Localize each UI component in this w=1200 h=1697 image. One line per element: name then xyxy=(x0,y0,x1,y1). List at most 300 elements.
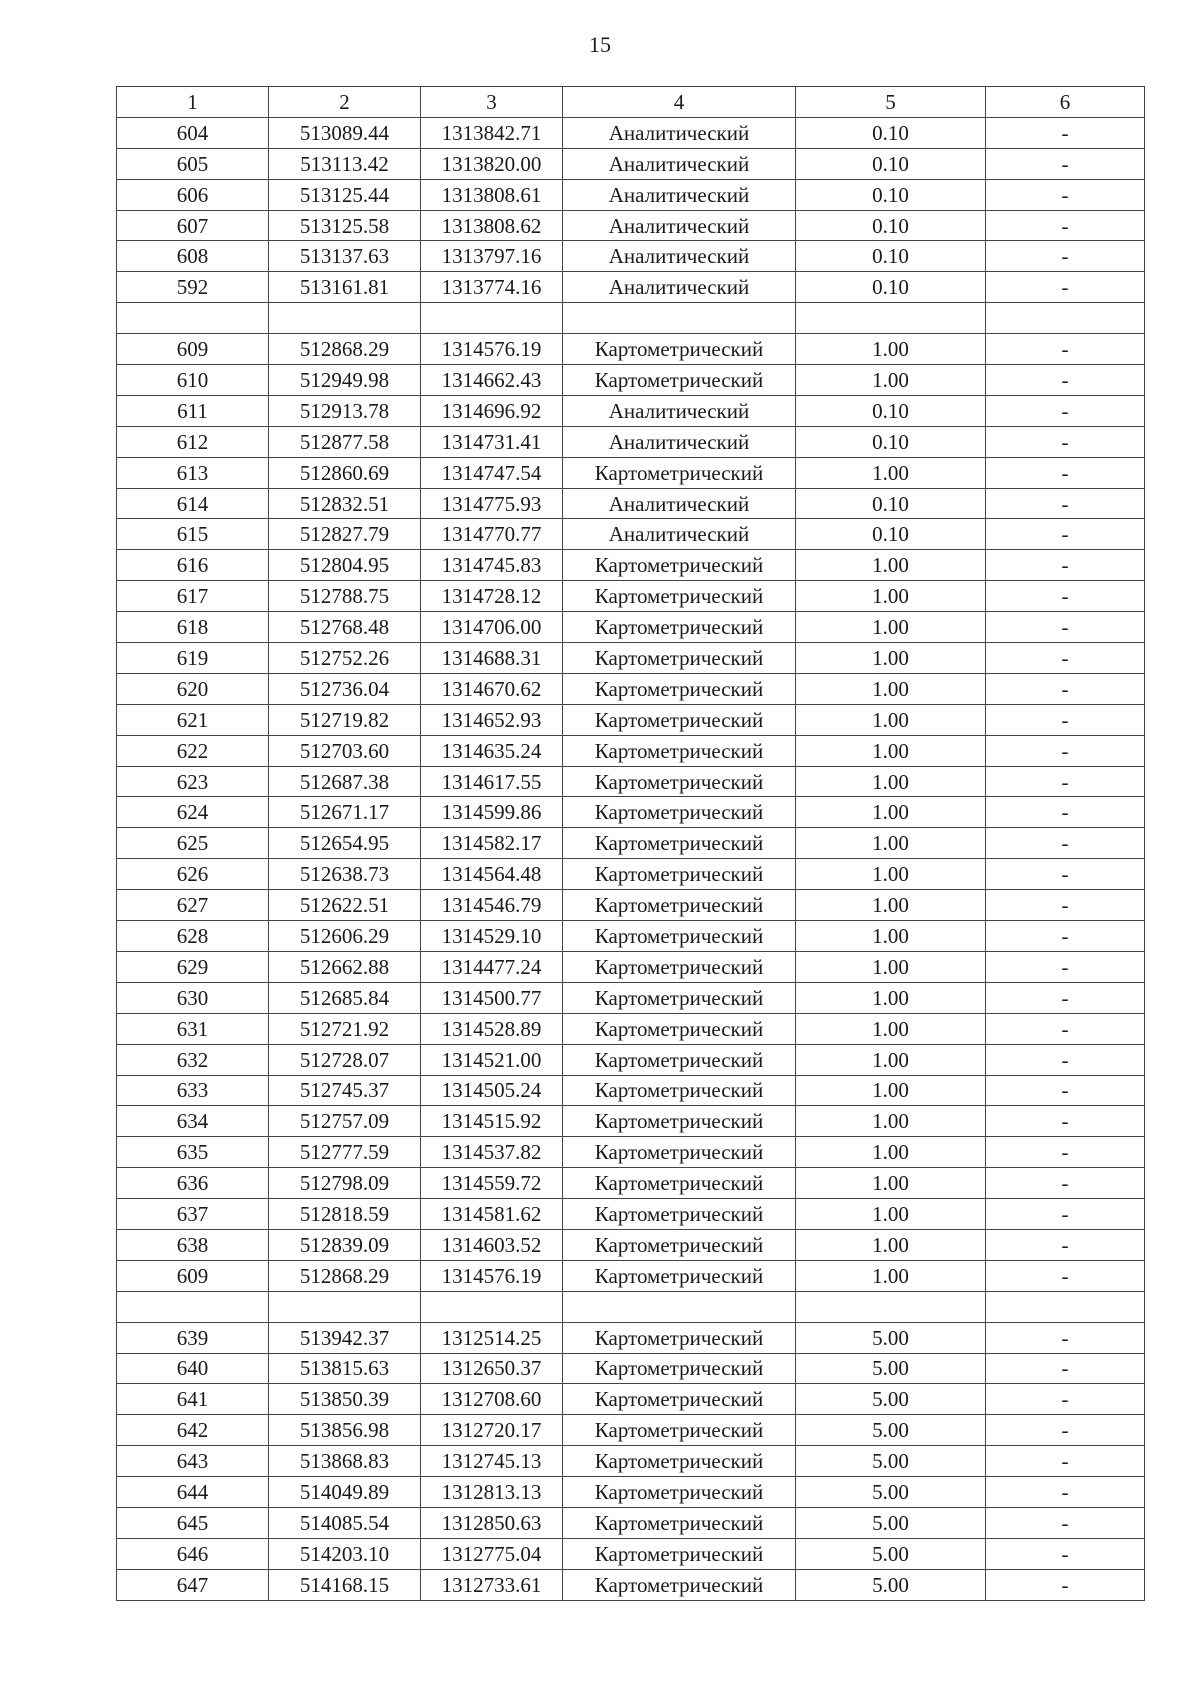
note-cell: - xyxy=(986,488,1145,519)
table-row xyxy=(117,148,1145,179)
note-cell: - xyxy=(986,735,1145,766)
point-number-cell: 630 xyxy=(117,982,269,1013)
y-coordinate-cell: 1314576.19 xyxy=(421,1260,563,1291)
note-cell: - xyxy=(986,210,1145,241)
accuracy-cell: 5.00 xyxy=(796,1446,986,1477)
point-number-cell: 613 xyxy=(117,457,269,488)
y-coordinate-cell: 1312720.17 xyxy=(421,1415,563,1446)
table-row xyxy=(117,1415,1145,1446)
method-cell: Аналитический xyxy=(563,488,796,519)
method-cell: Картометрический xyxy=(563,859,796,890)
x-coordinate-cell: 513089.44 xyxy=(269,117,421,148)
column-header: 4 xyxy=(563,87,796,118)
note-cell: - xyxy=(986,890,1145,921)
y-coordinate-cell: 1314670.62 xyxy=(421,673,563,704)
note-cell: - xyxy=(986,1199,1145,1230)
x-coordinate-cell: 514085.54 xyxy=(269,1507,421,1538)
y-coordinate-cell: 1314599.86 xyxy=(421,797,563,828)
accuracy-cell: 0.10 xyxy=(796,426,986,457)
table-separator-row xyxy=(117,1291,1145,1322)
table-row xyxy=(117,334,1145,365)
note-cell: - xyxy=(986,828,1145,859)
accuracy-cell: 0.10 xyxy=(796,148,986,179)
note-cell: - xyxy=(986,1229,1145,1260)
note-cell: - xyxy=(986,1569,1145,1600)
x-coordinate-cell: 513137.63 xyxy=(269,241,421,272)
point-number-cell: 627 xyxy=(117,890,269,921)
method-cell: Аналитический xyxy=(563,519,796,550)
table-row xyxy=(117,797,1145,828)
point-number-cell: 624 xyxy=(117,797,269,828)
table-row xyxy=(117,704,1145,735)
y-coordinate-cell: 1313808.62 xyxy=(421,210,563,241)
method-cell: Картометрический xyxy=(563,890,796,921)
point-number-cell: 604 xyxy=(117,117,269,148)
accuracy-cell: 1.00 xyxy=(796,828,986,859)
y-coordinate-cell: 1314728.12 xyxy=(421,581,563,612)
y-coordinate-cell: 1314576.19 xyxy=(421,334,563,365)
accuracy-cell: 5.00 xyxy=(796,1569,986,1600)
table-row xyxy=(117,365,1145,396)
accuracy-cell: 1.00 xyxy=(796,1044,986,1075)
column-header: 6 xyxy=(986,87,1145,118)
x-coordinate-cell: 512818.59 xyxy=(269,1199,421,1230)
accuracy-cell: 5.00 xyxy=(796,1538,986,1569)
method-cell: Картометрический xyxy=(563,1353,796,1384)
y-coordinate-cell: 1314603.52 xyxy=(421,1229,563,1260)
table-row xyxy=(117,581,1145,612)
method-cell: Картометрический xyxy=(563,1137,796,1168)
note-cell: - xyxy=(986,797,1145,828)
note-cell: - xyxy=(986,272,1145,303)
point-number-cell: 641 xyxy=(117,1384,269,1415)
point-number-cell: 645 xyxy=(117,1507,269,1538)
table-row xyxy=(117,1477,1145,1508)
accuracy-cell xyxy=(796,303,986,334)
method-cell: Картометрический xyxy=(563,365,796,396)
method-cell xyxy=(563,1291,796,1322)
note-cell: - xyxy=(986,704,1145,735)
x-coordinate-cell: 512877.58 xyxy=(269,426,421,457)
table-row xyxy=(117,395,1145,426)
y-coordinate-cell: 1314617.55 xyxy=(421,766,563,797)
point-number-cell: 609 xyxy=(117,334,269,365)
point-number-cell xyxy=(117,303,269,334)
table-row xyxy=(117,1322,1145,1353)
method-cell: Картометрический xyxy=(563,1260,796,1291)
accuracy-cell: 0.10 xyxy=(796,272,986,303)
table-row xyxy=(117,951,1145,982)
x-coordinate-cell: 512752.26 xyxy=(269,643,421,674)
point-number-cell: 608 xyxy=(117,241,269,272)
y-coordinate-cell: 1314564.48 xyxy=(421,859,563,890)
y-coordinate-cell: 1314528.89 xyxy=(421,1013,563,1044)
table-row xyxy=(117,1137,1145,1168)
method-cell: Картометрический xyxy=(563,1106,796,1137)
table-row xyxy=(117,1199,1145,1230)
y-coordinate-cell xyxy=(421,303,563,334)
point-number-cell: 629 xyxy=(117,951,269,982)
table-row xyxy=(117,1569,1145,1600)
table-row xyxy=(117,673,1145,704)
page-number: 15 xyxy=(589,32,611,57)
y-coordinate-cell: 1314546.79 xyxy=(421,890,563,921)
table-row xyxy=(117,210,1145,241)
method-cell: Картометрический xyxy=(563,1229,796,1260)
accuracy-cell: 1.00 xyxy=(796,1106,986,1137)
note-cell: - xyxy=(986,426,1145,457)
x-coordinate-cell: 512839.09 xyxy=(269,1229,421,1260)
x-coordinate-cell: 512860.69 xyxy=(269,457,421,488)
accuracy-cell: 1.00 xyxy=(796,365,986,396)
note-cell: - xyxy=(986,921,1145,952)
method-cell: Картометрический xyxy=(563,921,796,952)
note-cell: - xyxy=(986,179,1145,210)
note-cell: - xyxy=(986,1013,1145,1044)
note-cell: - xyxy=(986,457,1145,488)
x-coordinate-cell: 512703.60 xyxy=(269,735,421,766)
point-number-cell: 634 xyxy=(117,1106,269,1137)
method-cell xyxy=(563,303,796,334)
x-coordinate-cell: 512728.07 xyxy=(269,1044,421,1075)
method-cell: Аналитический xyxy=(563,179,796,210)
point-number-cell: 609 xyxy=(117,1260,269,1291)
note-cell: - xyxy=(986,1106,1145,1137)
y-coordinate-cell: 1314559.72 xyxy=(421,1168,563,1199)
table-row xyxy=(117,457,1145,488)
x-coordinate-cell: 512638.73 xyxy=(269,859,421,890)
note-cell: - xyxy=(986,1044,1145,1075)
y-coordinate-cell: 1312850.63 xyxy=(421,1507,563,1538)
accuracy-cell: 0.10 xyxy=(796,488,986,519)
point-number-cell: 633 xyxy=(117,1075,269,1106)
table-separator-row xyxy=(117,303,1145,334)
point-number-cell: 626 xyxy=(117,859,269,890)
method-cell: Картометрический xyxy=(563,1446,796,1477)
accuracy-cell: 0.10 xyxy=(796,210,986,241)
method-cell: Аналитический xyxy=(563,395,796,426)
accuracy-cell: 5.00 xyxy=(796,1415,986,1446)
note-cell: - xyxy=(986,982,1145,1013)
note-cell: - xyxy=(986,519,1145,550)
accuracy-cell xyxy=(796,1291,986,1322)
note-cell: - xyxy=(986,1384,1145,1415)
point-number-cell: 621 xyxy=(117,704,269,735)
table-row xyxy=(117,643,1145,674)
accuracy-cell: 1.00 xyxy=(796,1137,986,1168)
method-cell: Аналитический xyxy=(563,210,796,241)
table-row xyxy=(117,1075,1145,1106)
method-cell: Картометрический xyxy=(563,673,796,704)
point-number-cell: 622 xyxy=(117,735,269,766)
note-cell: - xyxy=(986,148,1145,179)
point-number-cell: 606 xyxy=(117,179,269,210)
x-coordinate-cell: 512671.17 xyxy=(269,797,421,828)
accuracy-cell: 1.00 xyxy=(796,1229,986,1260)
note-cell: - xyxy=(986,1538,1145,1569)
table-row xyxy=(117,1384,1145,1415)
x-coordinate-cell: 513942.37 xyxy=(269,1322,421,1353)
method-cell: Картометрический xyxy=(563,581,796,612)
note-cell xyxy=(986,303,1145,334)
y-coordinate-cell: 1314537.82 xyxy=(421,1137,563,1168)
y-coordinate-cell: 1314477.24 xyxy=(421,951,563,982)
note-cell: - xyxy=(986,334,1145,365)
y-coordinate-cell xyxy=(421,1291,563,1322)
table-row xyxy=(117,1168,1145,1199)
table-row xyxy=(117,890,1145,921)
method-cell: Картометрический xyxy=(563,643,796,674)
method-cell: Картометрический xyxy=(563,1168,796,1199)
point-number-cell: 638 xyxy=(117,1229,269,1260)
y-coordinate-cell: 1313808.61 xyxy=(421,179,563,210)
x-coordinate-cell: 514168.15 xyxy=(269,1569,421,1600)
method-cell: Картометрический xyxy=(563,1013,796,1044)
accuracy-cell: 0.10 xyxy=(796,241,986,272)
accuracy-cell: 1.00 xyxy=(796,643,986,674)
x-coordinate-cell: 512827.79 xyxy=(269,519,421,550)
note-cell: - xyxy=(986,1507,1145,1538)
table-row xyxy=(117,1260,1145,1291)
x-coordinate-cell: 512719.82 xyxy=(269,704,421,735)
method-cell: Аналитический xyxy=(563,117,796,148)
y-coordinate-cell: 1314747.54 xyxy=(421,457,563,488)
note-cell: - xyxy=(986,1260,1145,1291)
y-coordinate-cell: 1312514.25 xyxy=(421,1322,563,1353)
note-cell: - xyxy=(986,581,1145,612)
note-cell: - xyxy=(986,1075,1145,1106)
x-coordinate-cell: 512777.59 xyxy=(269,1137,421,1168)
point-number-cell: 636 xyxy=(117,1168,269,1199)
method-cell: Картометрический xyxy=(563,1507,796,1538)
y-coordinate-cell: 1314582.17 xyxy=(421,828,563,859)
y-coordinate-cell: 1314696.92 xyxy=(421,395,563,426)
accuracy-cell: 1.00 xyxy=(796,581,986,612)
point-number-cell: 607 xyxy=(117,210,269,241)
accuracy-cell: 1.00 xyxy=(796,982,986,1013)
point-number-cell: 614 xyxy=(117,488,269,519)
column-header: 5 xyxy=(796,87,986,118)
note-cell: - xyxy=(986,550,1145,581)
column-header: 1 xyxy=(117,87,269,118)
x-coordinate-cell: 512687.38 xyxy=(269,766,421,797)
accuracy-cell: 1.00 xyxy=(796,1168,986,1199)
y-coordinate-cell: 1314529.10 xyxy=(421,921,563,952)
point-number-cell: 631 xyxy=(117,1013,269,1044)
y-coordinate-cell: 1313820.00 xyxy=(421,148,563,179)
y-coordinate-cell: 1314515.92 xyxy=(421,1106,563,1137)
table-row xyxy=(117,519,1145,550)
point-number-cell: 617 xyxy=(117,581,269,612)
method-cell: Картометрический xyxy=(563,1384,796,1415)
note-cell: - xyxy=(986,117,1145,148)
accuracy-cell: 5.00 xyxy=(796,1477,986,1508)
x-coordinate-cell: 512662.88 xyxy=(269,951,421,982)
y-coordinate-cell: 1312708.60 xyxy=(421,1384,563,1415)
method-cell: Картометрический xyxy=(563,457,796,488)
accuracy-cell: 1.00 xyxy=(796,704,986,735)
method-cell: Аналитический xyxy=(563,272,796,303)
accuracy-cell: 1.00 xyxy=(796,334,986,365)
y-coordinate-cell: 1314662.43 xyxy=(421,365,563,396)
x-coordinate-cell: 513815.63 xyxy=(269,1353,421,1384)
y-coordinate-cell: 1314770.77 xyxy=(421,519,563,550)
y-coordinate-cell: 1314652.93 xyxy=(421,704,563,735)
y-coordinate-cell: 1314775.93 xyxy=(421,488,563,519)
method-cell: Картометрический xyxy=(563,334,796,365)
note-cell: - xyxy=(986,241,1145,272)
x-coordinate-cell: 512868.29 xyxy=(269,1260,421,1291)
x-coordinate-cell: 512788.75 xyxy=(269,581,421,612)
accuracy-cell: 1.00 xyxy=(796,1013,986,1044)
table-row xyxy=(117,550,1145,581)
table-row xyxy=(117,1044,1145,1075)
point-number-cell: 628 xyxy=(117,921,269,952)
table-row xyxy=(117,1446,1145,1477)
accuracy-cell: 1.00 xyxy=(796,673,986,704)
x-coordinate-cell: 514049.89 xyxy=(269,1477,421,1508)
y-coordinate-cell: 1313774.16 xyxy=(421,272,563,303)
method-cell: Картометрический xyxy=(563,704,796,735)
accuracy-cell: 5.00 xyxy=(796,1507,986,1538)
x-coordinate-cell: 512913.78 xyxy=(269,395,421,426)
x-coordinate-cell: 512745.37 xyxy=(269,1075,421,1106)
method-cell: Картометрический xyxy=(563,982,796,1013)
method-cell: Картометрический xyxy=(563,1075,796,1106)
note-cell: - xyxy=(986,766,1145,797)
accuracy-cell: 0.10 xyxy=(796,117,986,148)
accuracy-cell: 1.00 xyxy=(796,890,986,921)
point-number-cell: 625 xyxy=(117,828,269,859)
x-coordinate-cell: 512685.84 xyxy=(269,982,421,1013)
note-cell: - xyxy=(986,1477,1145,1508)
y-coordinate-cell: 1313842.71 xyxy=(421,117,563,148)
y-coordinate-cell: 1312733.61 xyxy=(421,1569,563,1600)
x-coordinate-cell: 513125.58 xyxy=(269,210,421,241)
accuracy-cell: 5.00 xyxy=(796,1353,986,1384)
note-cell: - xyxy=(986,1446,1145,1477)
point-number-cell: 616 xyxy=(117,550,269,581)
method-cell: Картометрический xyxy=(563,1538,796,1569)
table-row xyxy=(117,828,1145,859)
point-number-cell xyxy=(117,1291,269,1322)
accuracy-cell: 1.00 xyxy=(796,797,986,828)
table-row xyxy=(117,117,1145,148)
method-cell: Картометрический xyxy=(563,828,796,859)
x-coordinate-cell: 512606.29 xyxy=(269,921,421,952)
x-coordinate-cell: 512949.98 xyxy=(269,365,421,396)
method-cell: Картометрический xyxy=(563,1477,796,1508)
point-number-cell: 640 xyxy=(117,1353,269,1384)
coordinates-table xyxy=(116,86,1145,1601)
note-cell: - xyxy=(986,395,1145,426)
note-cell: - xyxy=(986,1137,1145,1168)
point-number-cell: 620 xyxy=(117,673,269,704)
point-number-cell: 635 xyxy=(117,1137,269,1168)
column-header: 3 xyxy=(421,87,563,118)
x-coordinate-cell: 512832.51 xyxy=(269,488,421,519)
note-cell: - xyxy=(986,859,1145,890)
point-number-cell: 646 xyxy=(117,1538,269,1569)
accuracy-cell: 1.00 xyxy=(796,1075,986,1106)
x-coordinate-cell: 513161.81 xyxy=(269,272,421,303)
point-number-cell: 642 xyxy=(117,1415,269,1446)
column-header: 2 xyxy=(269,87,421,118)
method-cell: Картометрический xyxy=(563,550,796,581)
table-row xyxy=(117,982,1145,1013)
accuracy-cell: 0.10 xyxy=(796,519,986,550)
accuracy-cell: 1.00 xyxy=(796,921,986,952)
table-row xyxy=(117,1538,1145,1569)
point-number-cell: 618 xyxy=(117,612,269,643)
method-cell: Картометрический xyxy=(563,1415,796,1446)
accuracy-cell: 1.00 xyxy=(796,612,986,643)
method-cell: Картометрический xyxy=(563,1044,796,1075)
note-cell xyxy=(986,1291,1145,1322)
table-header-row xyxy=(117,87,1145,118)
method-cell: Картометрический xyxy=(563,1199,796,1230)
point-number-cell: 605 xyxy=(117,148,269,179)
y-coordinate-cell: 1314688.31 xyxy=(421,643,563,674)
note-cell: - xyxy=(986,951,1145,982)
method-cell: Картометрический xyxy=(563,951,796,982)
table-body xyxy=(117,87,1145,1601)
method-cell: Аналитический xyxy=(563,426,796,457)
accuracy-cell: 1.00 xyxy=(796,735,986,766)
point-number-cell: 619 xyxy=(117,643,269,674)
accuracy-cell: 1.00 xyxy=(796,457,986,488)
y-coordinate-cell: 1314505.24 xyxy=(421,1075,563,1106)
table-row xyxy=(117,1507,1145,1538)
y-coordinate-cell: 1314731.41 xyxy=(421,426,563,457)
y-coordinate-cell: 1314500.77 xyxy=(421,982,563,1013)
method-cell: Аналитический xyxy=(563,241,796,272)
point-number-cell: 611 xyxy=(117,395,269,426)
x-coordinate-cell: 513850.39 xyxy=(269,1384,421,1415)
table-row xyxy=(117,1106,1145,1137)
point-number-cell: 647 xyxy=(117,1569,269,1600)
note-cell: - xyxy=(986,643,1145,674)
y-coordinate-cell: 1312775.04 xyxy=(421,1538,563,1569)
point-number-cell: 612 xyxy=(117,426,269,457)
x-coordinate-cell: 512757.09 xyxy=(269,1106,421,1137)
y-coordinate-cell: 1314706.00 xyxy=(421,612,563,643)
point-number-cell: 615 xyxy=(117,519,269,550)
x-coordinate-cell: 512622.51 xyxy=(269,890,421,921)
y-coordinate-cell: 1312650.37 xyxy=(421,1353,563,1384)
accuracy-cell: 1.00 xyxy=(796,766,986,797)
method-cell: Картометрический xyxy=(563,1322,796,1353)
y-coordinate-cell: 1312745.13 xyxy=(421,1446,563,1477)
method-cell: Картометрический xyxy=(563,766,796,797)
x-coordinate-cell: 512798.09 xyxy=(269,1168,421,1199)
accuracy-cell: 1.00 xyxy=(796,1260,986,1291)
point-number-cell: 592 xyxy=(117,272,269,303)
x-coordinate-cell: 512654.95 xyxy=(269,828,421,859)
y-coordinate-cell: 1314745.83 xyxy=(421,550,563,581)
x-coordinate-cell: 512768.48 xyxy=(269,612,421,643)
point-number-cell: 610 xyxy=(117,365,269,396)
x-coordinate-cell: 512721.92 xyxy=(269,1013,421,1044)
table-row xyxy=(117,1229,1145,1260)
x-coordinate-cell xyxy=(269,1291,421,1322)
x-coordinate-cell: 513125.44 xyxy=(269,179,421,210)
method-cell: Картометрический xyxy=(563,735,796,766)
x-coordinate-cell: 512804.95 xyxy=(269,550,421,581)
table-row xyxy=(117,272,1145,303)
y-coordinate-cell: 1314521.00 xyxy=(421,1044,563,1075)
accuracy-cell: 1.00 xyxy=(796,951,986,982)
